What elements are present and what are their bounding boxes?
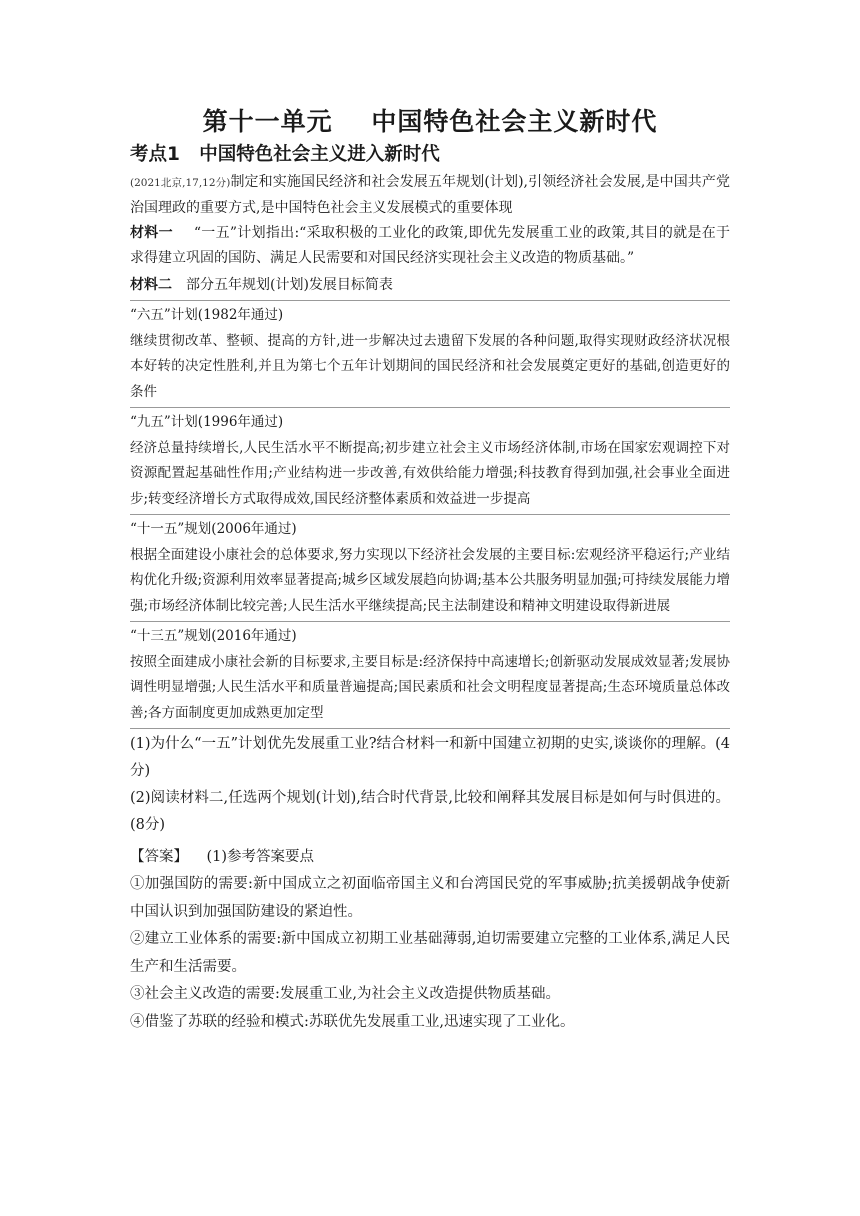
answer-point: ②建立工业体系的需要:新中国成立初期工业基础薄弱,迫切需要建立完整的工业体系,满足人民生产和生活需要。 bbox=[130, 931, 730, 975]
question-1: (1)为什么“一五”计划优先发展重工业?结合材料一和新中国建立初期的史实,谈谈你的理解。(4分) bbox=[130, 736, 730, 779]
material-1-label: 材料一 bbox=[130, 225, 173, 241]
plan-title: “六五”计划(1982年通过) bbox=[130, 307, 284, 323]
material-2-label: 材料二 bbox=[130, 277, 172, 293]
question-2: (2)阅读材料二,任选两个规划(计划),结合时代背景,比较和阐释其发展目标是如何与时俱进的。(8分) bbox=[130, 790, 730, 833]
plan-title: “十三五”规划(2016年通过) bbox=[130, 628, 297, 644]
material-2-heading bbox=[130, 273, 730, 298]
answer-heading bbox=[130, 843, 730, 871]
question-stem-text: 制定和实施国民经济和社会发展五年规划(计划),引领经济社会发展,是中国共产党治国理政的重要方式,是中国特色社会主义发展模式的重要体现 bbox=[130, 174, 731, 216]
question-stem bbox=[130, 170, 730, 221]
plan-row bbox=[130, 515, 730, 622]
questions bbox=[130, 731, 730, 839]
plan-row bbox=[130, 301, 730, 408]
material-2-caption: 部分五年规划(计划)发展目标简表 bbox=[186, 277, 393, 293]
plan-content: 根据全面建设小康社会的总体要求,努力实现以下经济社会发展的主要目标:宏观经济平稳运行;产业结构优化升级;资源利用效率显著提高;城乡区域发展趋向协调;基本公共服务明显加强;可持续发展能力增强;市场经济体制比较完善;人民生活水平继续提高;民主法制建设和精神文明建设取得新进展 bbox=[130, 546, 730, 614]
plan-content: 经济总量持续增长,人民生活水平不断提高;初步建立社会主义市场经济体制,市场在国家宏观调控下对资源配置起基础性作用;产业结构进一步改善,有效供给能力增强;科技教育得到加强,社会事业全面进步;转变经济增长方式取得成效,国民经济整体素质和效益进一步提高 bbox=[130, 439, 730, 507]
answer-intro: (1)参考答案要点 bbox=[206, 849, 314, 865]
plan-title: “十一五”规划(2006年通过) bbox=[130, 521, 297, 537]
unit-title: 第十一单元 中国特色社会主义新时代 bbox=[202, 107, 658, 136]
plans-table bbox=[130, 300, 730, 729]
plan-title: “九五”计划(1996年通过) bbox=[130, 414, 284, 430]
plan-content: 继续贯彻改革、整顿、提高的方针,进一步解决过去遗留下发展的各种问题,取得实现财政经济状况根本好转的决定性胜利,并且为第七个五年计划期间的国民经济和社会发展奠定更好的基础,创造更好的条件 bbox=[130, 332, 730, 400]
answer-label: 【答案】 bbox=[130, 849, 188, 865]
answer-point: ③社会主义改造的需要:发展重工业,为社会主义改造提供物质基础。 bbox=[130, 986, 560, 1002]
question-source: (2021北京,17,12分) bbox=[130, 177, 231, 189]
document-page bbox=[130, 104, 730, 1036]
answer-point: ④借鉴了苏联的经验和模式:苏联优先发展重工业,迅速实现了工业化。 bbox=[130, 1013, 575, 1030]
material-1 bbox=[130, 221, 730, 271]
plan-content: 按照全面建成小康社会新的目标要求,主要目标是:经济保持中高速增长;创新驱动发展成效显著;发展协调性明显增强;人民生活水平和质量普遍提高;国民素质和社会文明程度显著提高;生态环境质量总体改善;各方面制度更加成熟更加定型 bbox=[130, 653, 730, 721]
answer-point: ①加强国防的需要:新中国成立之初面临帝国主义和台湾国民党的军事威胁;抗美援朝战争使新中国认识到加强国防建设的紧迫性。 bbox=[130, 876, 730, 920]
plan-row bbox=[130, 408, 730, 515]
section-heading: 考点1 中国特色社会主义进入新时代 bbox=[130, 144, 440, 165]
material-1-text: “一五”计划指出:“采取积极的工业化的政策,即优先发展重工业的政策,其目的就是在于求得建立巩固的国防、满足人民需要和对国民经济实现社会主义改造的物质基础。” bbox=[130, 225, 731, 266]
plan-row bbox=[130, 622, 730, 729]
